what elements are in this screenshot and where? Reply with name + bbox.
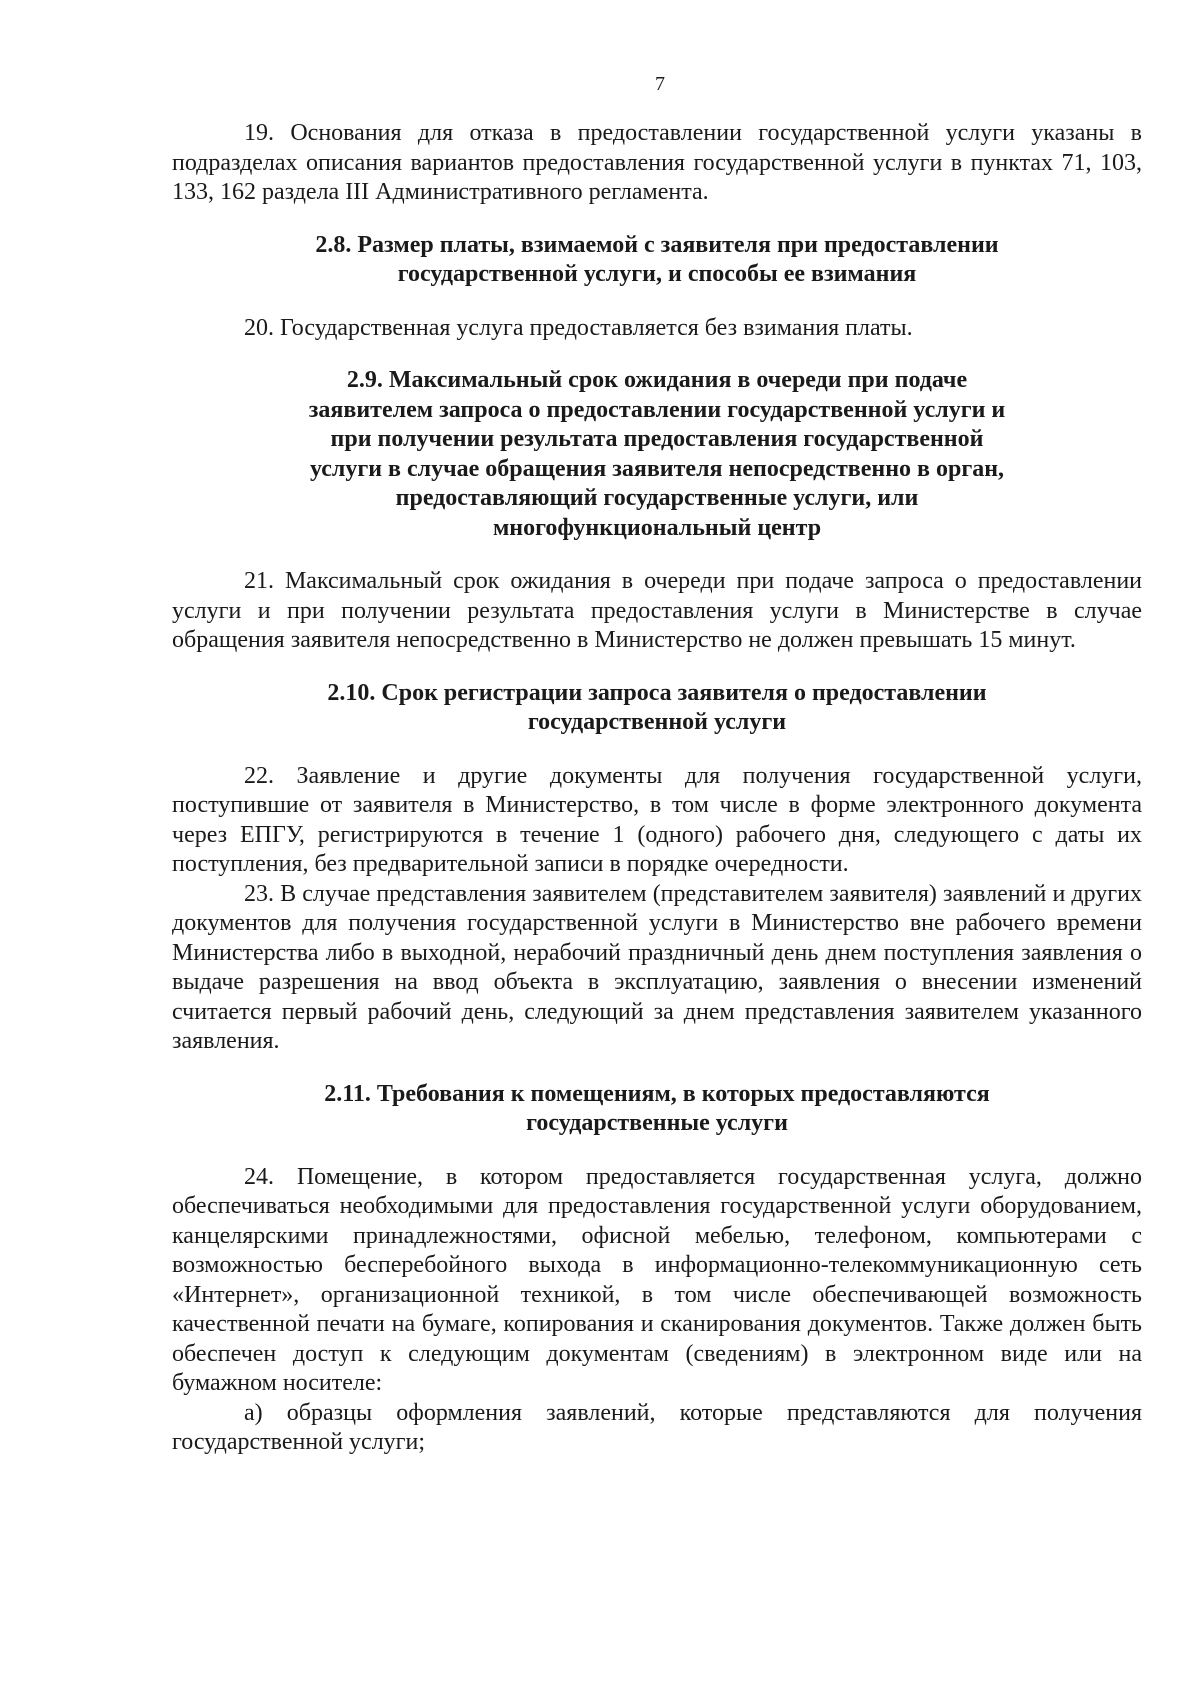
paragraph-21: 21. Максимальный срок ожидания в очереди при подаче запроса о предоставлении услуги и при получении результата предоставления услуги в Министерстве в случае обращения заявителя непосредственно в Министерство не должен превышать 15 минут. — [172, 568, 1142, 653]
paragraph-24: 24. Помещение, в котором предоставляется государственная услуга, должно обеспечиваться необходимыми для предоставления государственной услуги оборудованием, канцелярскими принадлежностями, офисной мебелью, телефоном, компьютерами с возможностью бесперебойного выхода в информационно-телекоммуникационную сеть «Интернет», организационной техникой, в том числе обеспечивающей возможность качественной печати на бумаге, копирования и сканирования документов. Также должен быть обеспечен доступ к следующим документам (сведениям) в электронном виде или на бумажном носителе: — [172, 1163, 1142, 1396]
section-heading-2-10: 2.10. Срок регистрации запроса заявителя о предоставлении государственной услуги — [327, 679, 987, 735]
document-body — [172, 119, 1142, 1458]
page-number: 7 — [655, 73, 665, 95]
paragraph-23: 23. В случае представления заявителем (представителем заявителя) заявлений и других документов для получения государственной услуги в Министерство вне рабочего времени Министерства либо в выходной, нерабочий праздничный день днем поступления заявления о выдаче разрешения на ввод объекта в эксплуатацию, заявления о внесении изменений считается первый рабочий день, следующий за днем представления заявителем указанного заявления. — [172, 880, 1142, 1054]
paragraph-24-item-a: а) образцы оформления заявлений, которые представляются для получения государственной услуги; — [172, 1399, 1142, 1455]
section-heading-2-8: 2.8. Размер платы, взимаемой с заявителя при предоставлении государственной услуги, и способы ее взимания — [315, 231, 999, 287]
paragraph-19: 19. Основания для отказа в предоставлении государственной услуги указаны в подразделах описания вариантов предоставления государственной услуги в пунктах 71, 103, 133, 162 раздела III Административного регламента. — [172, 120, 1142, 205]
section-heading-2-11: 2.11. Требования к помещениям, в которых предоставляются государственные услуги — [324, 1080, 990, 1136]
section-heading-2-9: 2.9. Максимальный срок ожидания в очереди при подаче заявителем запроса о предоставлении государственной услуги и при получении результата предоставления государственной услуги в случае обращения заявителя непосредственно в орган, предоставляющий государственные услуги, или многофункциональный центр — [308, 367, 1006, 541]
paragraph-22: 22. Заявление и другие документы для получения государственной услуги, поступившие от заявителя в Министерство, в том числе в форме электронного документа через ЕПГУ, регистрируются в течение 1 (одного) рабочего дня, следующего с даты их поступления, без предварительной записи в порядке очередности. — [172, 762, 1142, 877]
paragraph-20: 20. Государственная услуга предоставляется без взимания платы. — [244, 314, 913, 341]
